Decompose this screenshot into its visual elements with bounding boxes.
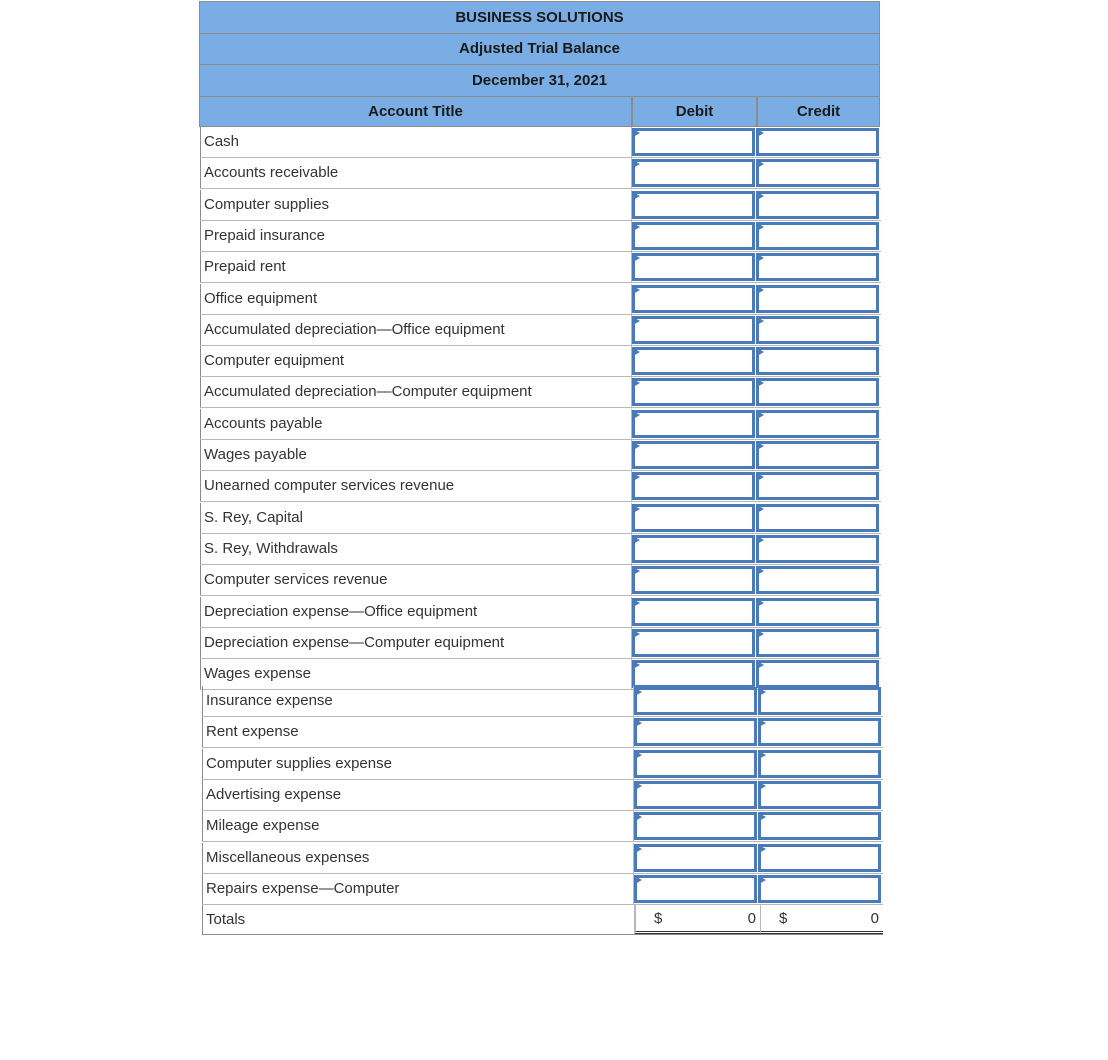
credit-input[interactable] (756, 504, 879, 532)
company-name: BUSINESS SOLUTIONS (455, 9, 624, 26)
table-row (202, 749, 883, 780)
table-row (200, 252, 881, 283)
debit-input[interactable] (632, 378, 755, 406)
credit-input[interactable] (758, 750, 881, 778)
account-title-cell: Repairs expense—Computer (202, 874, 634, 904)
credit-input[interactable] (758, 781, 881, 809)
debit-input[interactable] (634, 687, 757, 715)
credit-input[interactable] (756, 378, 879, 406)
account-title-cell: Advertising expense (202, 780, 634, 810)
credit-input[interactable] (756, 535, 879, 563)
table-row (202, 686, 883, 717)
debit-input[interactable] (632, 598, 755, 626)
debit-input[interactable] (632, 253, 755, 281)
account-title-cell: S. Rey, Withdrawals (200, 534, 632, 564)
column-header-credit (757, 96, 880, 127)
table-row (202, 874, 883, 905)
credit-input[interactable] (756, 191, 879, 219)
debit-total (635, 905, 760, 934)
table-row (200, 190, 881, 221)
credit-label: Credit (796, 103, 841, 120)
debit-input[interactable] (632, 191, 755, 219)
credit-total (760, 905, 883, 934)
table-row (200, 597, 881, 628)
table-row (200, 221, 881, 252)
credit-total-value: 0 (870, 910, 879, 928)
totals-label: Totals (202, 905, 635, 934)
debit-total-currency: $ (654, 910, 663, 928)
debit-input[interactable] (632, 472, 755, 500)
debit-input[interactable] (632, 629, 755, 657)
table-row (200, 628, 881, 659)
account-title-cell: Cash (200, 127, 632, 157)
debit-input[interactable] (632, 535, 755, 563)
account-title-cell: Mileage expense (202, 811, 634, 841)
debit-input[interactable] (632, 159, 755, 187)
credit-input[interactable] (758, 875, 881, 903)
debit-input[interactable] (632, 128, 755, 156)
debit-input[interactable] (632, 504, 755, 532)
credit-total-currency: $ (779, 910, 788, 928)
account-title-cell: Computer supplies expense (202, 749, 634, 779)
debit-input[interactable] (634, 750, 757, 778)
table-row (202, 811, 883, 842)
credit-input[interactable] (756, 253, 879, 281)
debit-input[interactable] (632, 285, 755, 313)
account-title-cell: Accumulated depreciation—Office equipment (200, 315, 632, 345)
credit-input[interactable] (756, 598, 879, 626)
credit-input[interactable] (756, 222, 879, 250)
table-row (202, 717, 883, 748)
report-title: Adjusted Trial Balance (459, 40, 620, 57)
table-row (200, 471, 881, 502)
column-header-account-title (199, 96, 632, 127)
debit-input[interactable] (632, 660, 755, 688)
account-title-cell: Accumulated depreciation—Computer equipment (200, 377, 632, 407)
credit-input[interactable] (756, 441, 879, 469)
table-row (200, 127, 881, 158)
debit-input[interactable] (632, 566, 755, 594)
account-title-cell: Insurance expense (202, 686, 634, 716)
debit-input[interactable] (632, 410, 755, 438)
report-title-header (199, 33, 880, 64)
credit-input[interactable] (758, 812, 881, 840)
credit-input[interactable] (756, 316, 879, 344)
table-row (200, 503, 881, 534)
account-title-cell: Computer services revenue (200, 565, 632, 595)
credit-input[interactable] (756, 347, 879, 375)
table-row (200, 565, 881, 596)
table-row (200, 158, 881, 189)
credit-input[interactable] (756, 472, 879, 500)
table-row (202, 843, 883, 874)
debit-label: Debit (675, 103, 714, 120)
table-row (202, 780, 883, 811)
credit-input[interactable] (756, 285, 879, 313)
debit-input[interactable] (632, 441, 755, 469)
account-title-cell: Depreciation expense—Office equipment (200, 597, 632, 627)
account-title-cell: Wages payable (200, 440, 632, 470)
debit-input[interactable] (632, 347, 755, 375)
company-header (199, 1, 880, 33)
account-title-cell: Computer equipment (200, 346, 632, 376)
account-title-cell: Prepaid insurance (200, 221, 632, 251)
account-title-cell: Accounts receivable (200, 158, 632, 188)
credit-input[interactable] (758, 718, 881, 746)
credit-input[interactable] (756, 566, 879, 594)
credit-input[interactable] (756, 410, 879, 438)
table-row (200, 315, 881, 346)
table-row (200, 534, 881, 565)
table-row (200, 284, 881, 315)
account-title-cell: Depreciation expense—Computer equipment (200, 628, 632, 658)
credit-input[interactable] (756, 629, 879, 657)
credit-input[interactable] (758, 687, 881, 715)
account-title-cell: Computer supplies (200, 190, 632, 220)
credit-input[interactable] (756, 128, 879, 156)
account-title-cell: S. Rey, Capital (200, 503, 632, 533)
debit-input[interactable] (634, 781, 757, 809)
credit-input[interactable] (756, 159, 879, 187)
debit-total-value: 0 (747, 910, 756, 928)
credit-input[interactable] (756, 660, 879, 688)
account-title-cell: Unearned computer services revenue (200, 471, 632, 501)
account-title-cell: Rent expense (202, 717, 634, 747)
credit-input[interactable] (758, 844, 881, 872)
debit-input[interactable] (634, 718, 757, 746)
account-title-cell: Miscellaneous expenses (202, 843, 634, 873)
account-title-cell: Office equipment (200, 284, 632, 314)
account-title-cell: Accounts payable (200, 409, 632, 439)
report-date-header (199, 64, 880, 96)
totals-row (202, 905, 883, 935)
debit-input[interactable] (634, 875, 757, 903)
table-row (200, 440, 881, 471)
report-date: December 31, 2021 (471, 72, 608, 89)
table-row (200, 346, 881, 377)
debit-input[interactable] (634, 812, 757, 840)
account-title-cell: Wages expense (200, 659, 632, 689)
column-header-debit (632, 96, 757, 127)
account-title-cell: Prepaid rent (200, 252, 632, 282)
account-title-label: Account Title (368, 103, 463, 120)
table-row (200, 409, 881, 440)
debit-input[interactable] (632, 316, 755, 344)
debit-input[interactable] (634, 844, 757, 872)
debit-input[interactable] (632, 222, 755, 250)
table-row (200, 377, 881, 408)
